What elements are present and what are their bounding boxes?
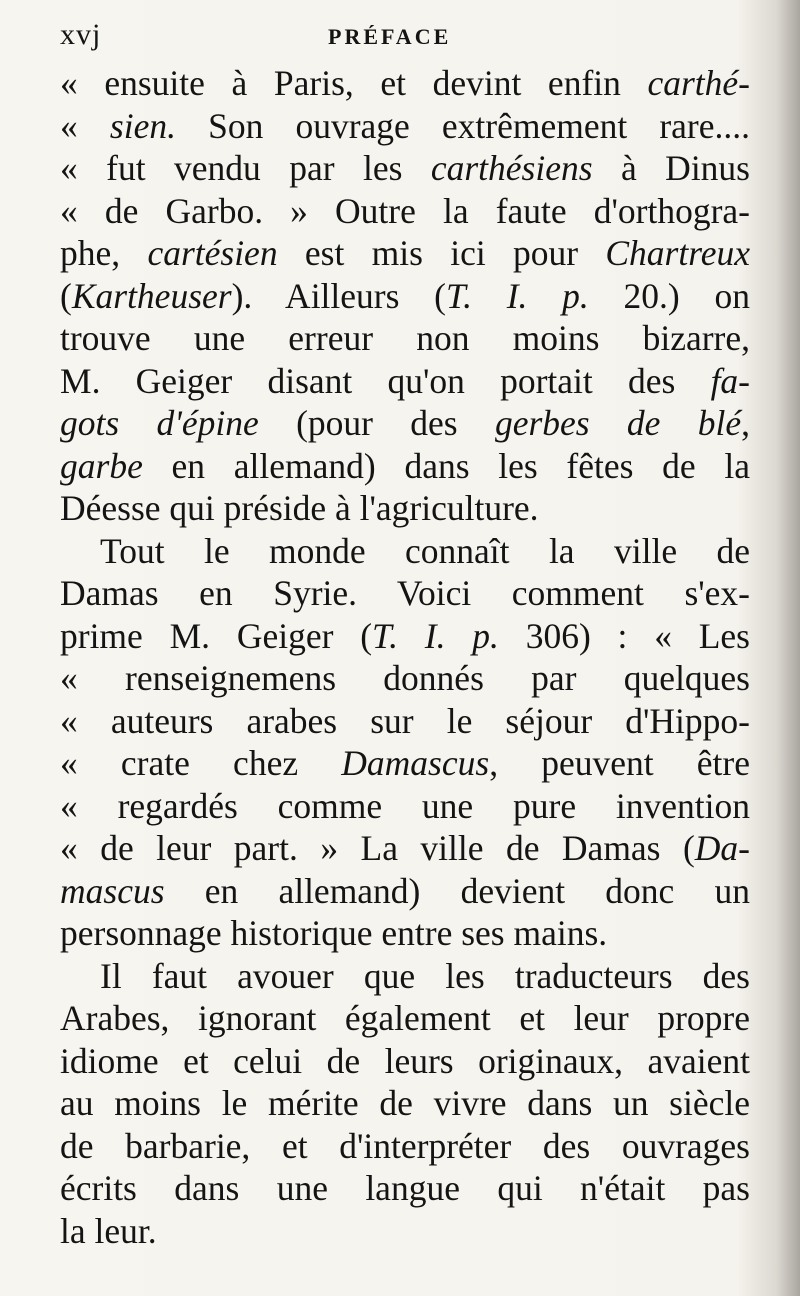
text-line [60,1125,750,1168]
text-run: « fut vendu par les [60,148,431,188]
italic-run: fa- [710,360,750,401]
text-line [60,530,750,573]
text-line [60,190,750,233]
text-run: phe, [60,233,148,273]
text-run: est mis ici pour [277,233,606,273]
italic-run: Kartheuser [71,275,232,316]
running-title: PRÉFACE [328,24,452,49]
text-line [60,912,750,955]
text-line [60,317,750,360]
page-number: xvj [60,18,102,51]
text-line [60,445,750,488]
text-line [60,360,750,403]
text-run: « de leur part. » La ville de Damas ( [60,828,695,868]
text-run: « crate chez [60,743,342,783]
text-run: 20.) on [588,275,750,316]
text-run: « de Garbo. » Outre la faute d'orthogra- [60,190,750,231]
text-line [60,572,750,615]
text-line [60,870,750,913]
italic-run: Da- [694,828,750,868]
text-run: en allemand) devient donc un [164,870,750,911]
text-line [60,402,750,445]
text-line [60,1040,750,1083]
text-run: ). Ailleurs ( [231,275,446,316]
text-line [60,955,750,998]
text-run: personnage historique entre ses mains. [60,913,608,953]
text-run: « auteurs arabes sur le séjour d'Hippo- [60,700,750,741]
text-run: de barbarie, et d'interpréter des ouvrages [60,1125,750,1166]
text-run: au moins le mérite de vivre dans un siècle [60,1083,750,1123]
text-run: prime M. Geiger ( [60,615,373,656]
text-run: idiome et celui de leurs originaux, avaient [60,1040,750,1081]
italic-run: Damascus [341,743,490,783]
text-run: à Dinus [592,148,750,188]
page-header [60,18,750,58]
text-line [60,1210,750,1253]
text-run: (pour des [258,403,495,443]
text-line [60,700,750,743]
italic-run: gerbes de blé [494,403,742,443]
text-line [60,997,750,1040]
text-line [60,615,750,658]
italic-run: carthésiens [430,148,593,188]
text-line [60,785,750,828]
text-run: trouve une erreur non moins bizarre, [60,318,750,358]
italic-run: T. I. p. [372,615,499,656]
text-line [60,1167,750,1210]
text-run: Arabes, ignorant également et leur propre [60,998,750,1038]
italic-run: mascus [60,870,165,911]
text-line [60,827,750,870]
text-run: « regardés comme une pure invention [60,785,750,826]
text-line [60,742,750,785]
italic-run: cartésien [147,233,278,273]
body-text [60,62,750,1252]
text-run: « renseignemens donnés par quelques [60,658,750,698]
text-run: 306) : « Les [498,615,750,656]
text-line [60,487,750,530]
text-run: Tout le monde connaît la ville de [100,530,750,571]
italic-run: sien. [109,105,176,146]
text-line [60,657,750,700]
text-run: en allemand) dans les fêtes de la [142,445,750,486]
text-run: Déesse qui préside à l'agriculture. [60,488,539,528]
text-run: M. Geiger disant qu'on portait des [60,360,711,401]
text-run: , peuvent être [489,743,750,783]
italic-run: gots d'épine [60,403,259,443]
text-line [60,147,750,190]
italic-run: Chartreux [605,233,750,273]
text-run: , [741,403,750,443]
text-run: ( [60,275,72,316]
text-run: « ensuite à Paris, et devint enfin [60,63,648,103]
italic-run: T. I. p. [446,275,589,316]
text-line [60,275,750,318]
text-run: « [60,105,110,146]
text-run: Il faut avouer que les traducteurs des [100,955,750,996]
text-run: la leur. [60,1210,157,1251]
text-run: écrits dans une langue qui n'était pas [60,1168,750,1208]
text-line [60,62,750,105]
italic-run: carthé- [647,63,750,103]
text-line [60,232,750,275]
text-line [60,1082,750,1125]
text-run: Damas en Syrie. Voici comment s'ex- [60,573,750,613]
text-run: Son ouvrage extrêmement rare.... [175,105,751,146]
italic-run: garbe [60,445,143,486]
text-line [60,105,750,148]
